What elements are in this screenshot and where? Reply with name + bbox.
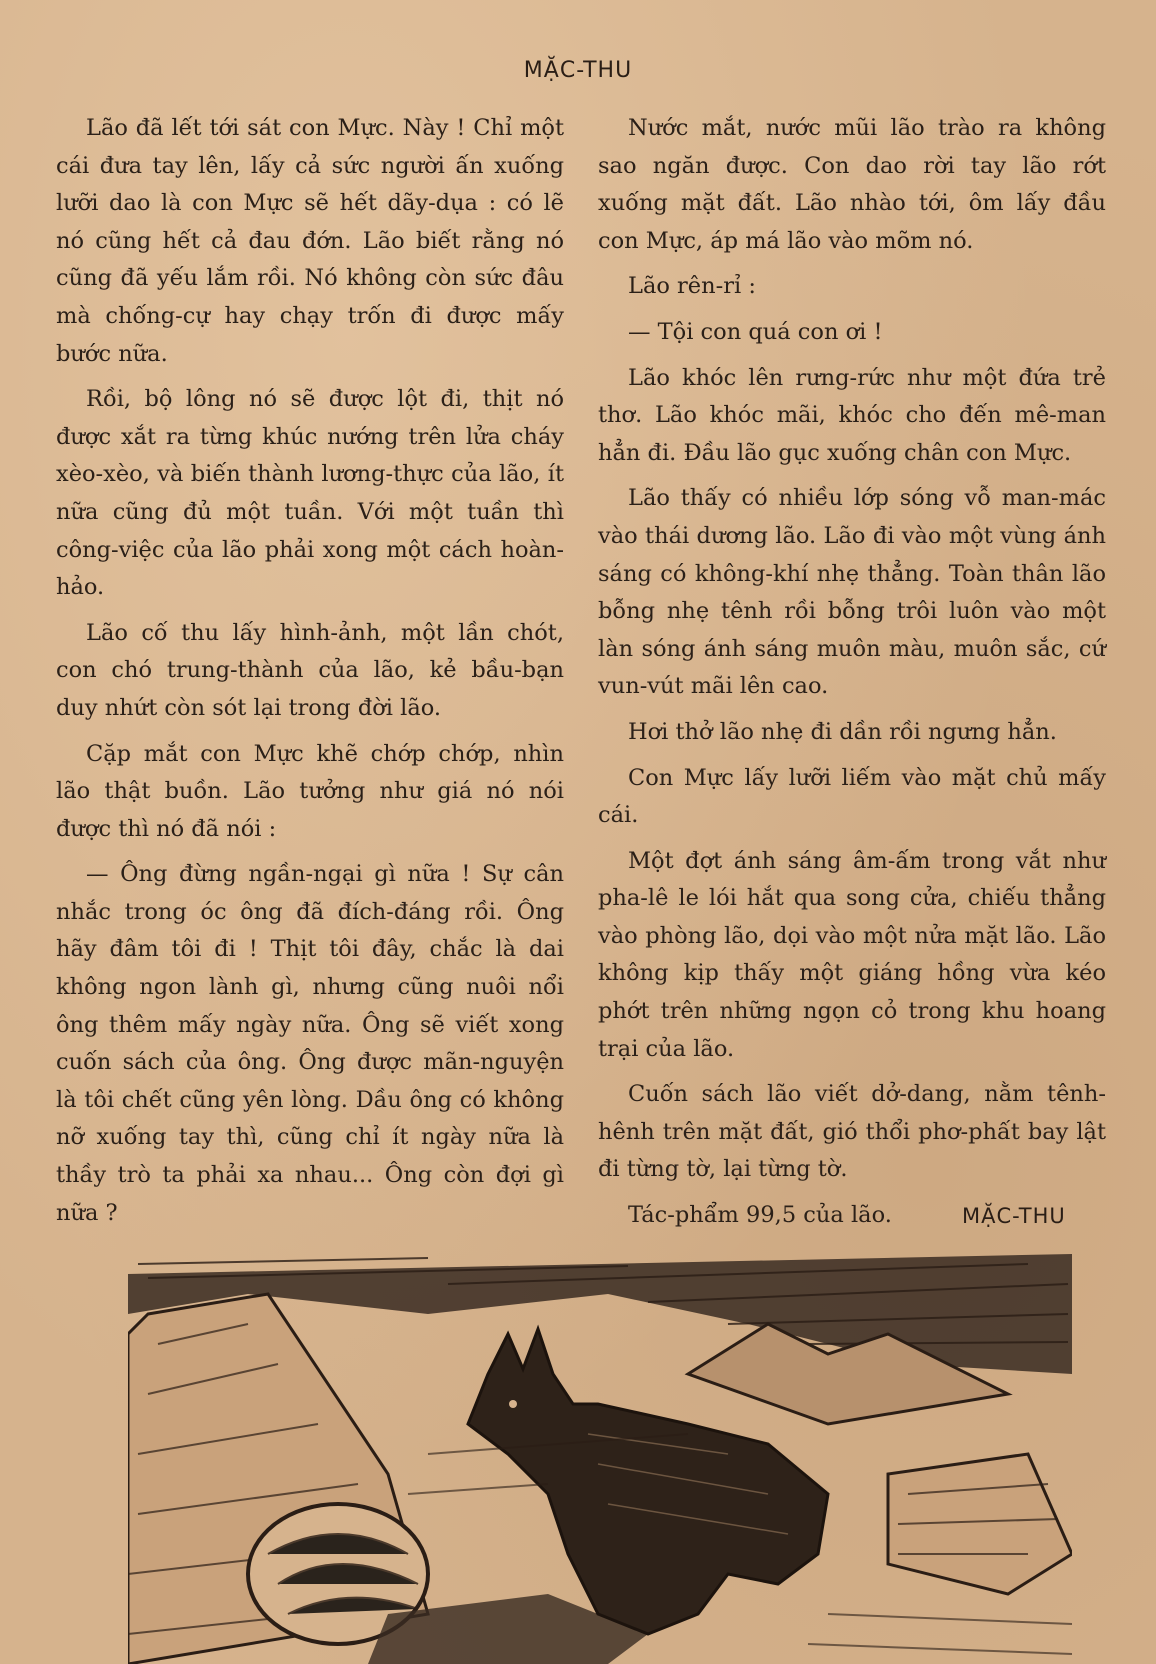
paragraph: Lão khóc lên rưng-rức như một đứa trẻ thơ. Lão khóc mãi, khóc cho đến mê-man hẳn đi. Đầu lão gục xuống chân con Mực. [598, 364, 1106, 466]
paragraph: Nước mắt, nước mũi lão trào ra không sao ngăn được. Con dao rời tay lão rớt xuống mặt đất. Lão nhào tới, ôm lấy đầu con Mực, áp má lão vào mõm nó. [598, 115, 1106, 254]
paragraph: Con Mực lấy lưỡi liếm vào mặt chủ mấy cái. [598, 764, 1106, 829]
left-column [56, 110, 564, 1240]
paragraph: Lão rên-rỉ : [628, 273, 756, 300]
dog-sketch-illustration [128, 1254, 1072, 1664]
paragraph: Hơi thở lão nhẹ đi dần rồi ngưng hẳn. [628, 718, 1057, 745]
paragraph: Lão cố thu lấy hình-ảnh, một lần chót, con chó trung-thành của lão, kẻ bầu-bạn duy nhứt còn sót lại trong đời lão. [56, 619, 564, 721]
paragraph: — Tội con quá con ơi ! [628, 318, 883, 345]
paragraph: Một đợt ánh sáng âm-ấm trong vắt như pha-lê le lói hắt qua song cửa, chiếu thẳng vào phòng lão, dọi vào một nửa mặt lão. Lão không kịp thấy một giáng hồng vừa kéo phớt trên những ngọn cỏ trong khu hoang trại của lão. [598, 847, 1106, 1062]
paragraph: Cặp mắt con Mực khẽ chớp chớp, nhìn lão thật buồn. Lão tưởng như giá nó nói được thì nó đã nói : [56, 740, 564, 842]
author-signature: MẶC-THU [962, 1204, 1066, 1228]
paragraph: Lão thấy có nhiều lớp sóng vỗ man-mác vào thái dương lão. Lão đi vào một vùng ánh sáng có không-khí nhẹ thẳng. Toàn thân lão bỗng nhẹ tênh rồi bỗng trôi luôn vào một làn sóng ánh sáng muôn màu, muôn sắc, cứ vun-vút mãi lên cao. [598, 485, 1106, 700]
right-column [598, 110, 1106, 1243]
page-header: MẶC-THU [523, 58, 633, 83]
paragraph: Cuốn sách lão viết dở-dang, nằm tênh-hênh trên mặt đất, gió thổi phơ-phất bay lật đi từng tờ, lại từng tờ. [598, 1081, 1106, 1183]
paragraph: Tác-phẩm 99,5 của lão. [628, 1202, 892, 1229]
paragraph: Rồi, bộ lông nó sẽ được lột đi, thịt nó được xắt ra từng khúc nướng trên lửa cháy xèo-xèo, và biến thành lương-thực của lão, ít nữa cũng đủ một tuần. Với một tuần thì công-việc của lão phải xong một cách hoàn-hảo. [56, 386, 564, 601]
paragraph: Lão đã lết tới sát con Mực. Này ! Chỉ một cái đưa tay lên, lấy cả sức người ấn xuống lưỡi dao là con Mực sẽ hết dãy-dụa : có lẽ nó cũng hết cả đau đớn. Lão biết rằng nó cũng đã yếu lắm rồi. Nó không còn sức đâu mà chống-cự hay chạy trốn đi được mấy bước nữa. [56, 115, 564, 367]
paragraph: — Ông đừng ngần-ngại gì nữa ! Sự cân nhắc trong óc ông đã đích-đáng rồi. Ông hãy đâm tôi đi ! Thịt tôi đây, chắc là dai không ngon lành gì, nhưng cũng nuôi nổi ông thêm mấy ngày nữa. Ông sẽ viết xong cuốn sách của ông. Ông được mãn-nguyện là tôi chết cũng yên lòng. Dầu ông có không nỡ xuống tay thì, cũng chỉ ít ngày nữa là thầy trò ta phải xa nhau... Ông còn đợi gì nữa ? [56, 861, 564, 1226]
